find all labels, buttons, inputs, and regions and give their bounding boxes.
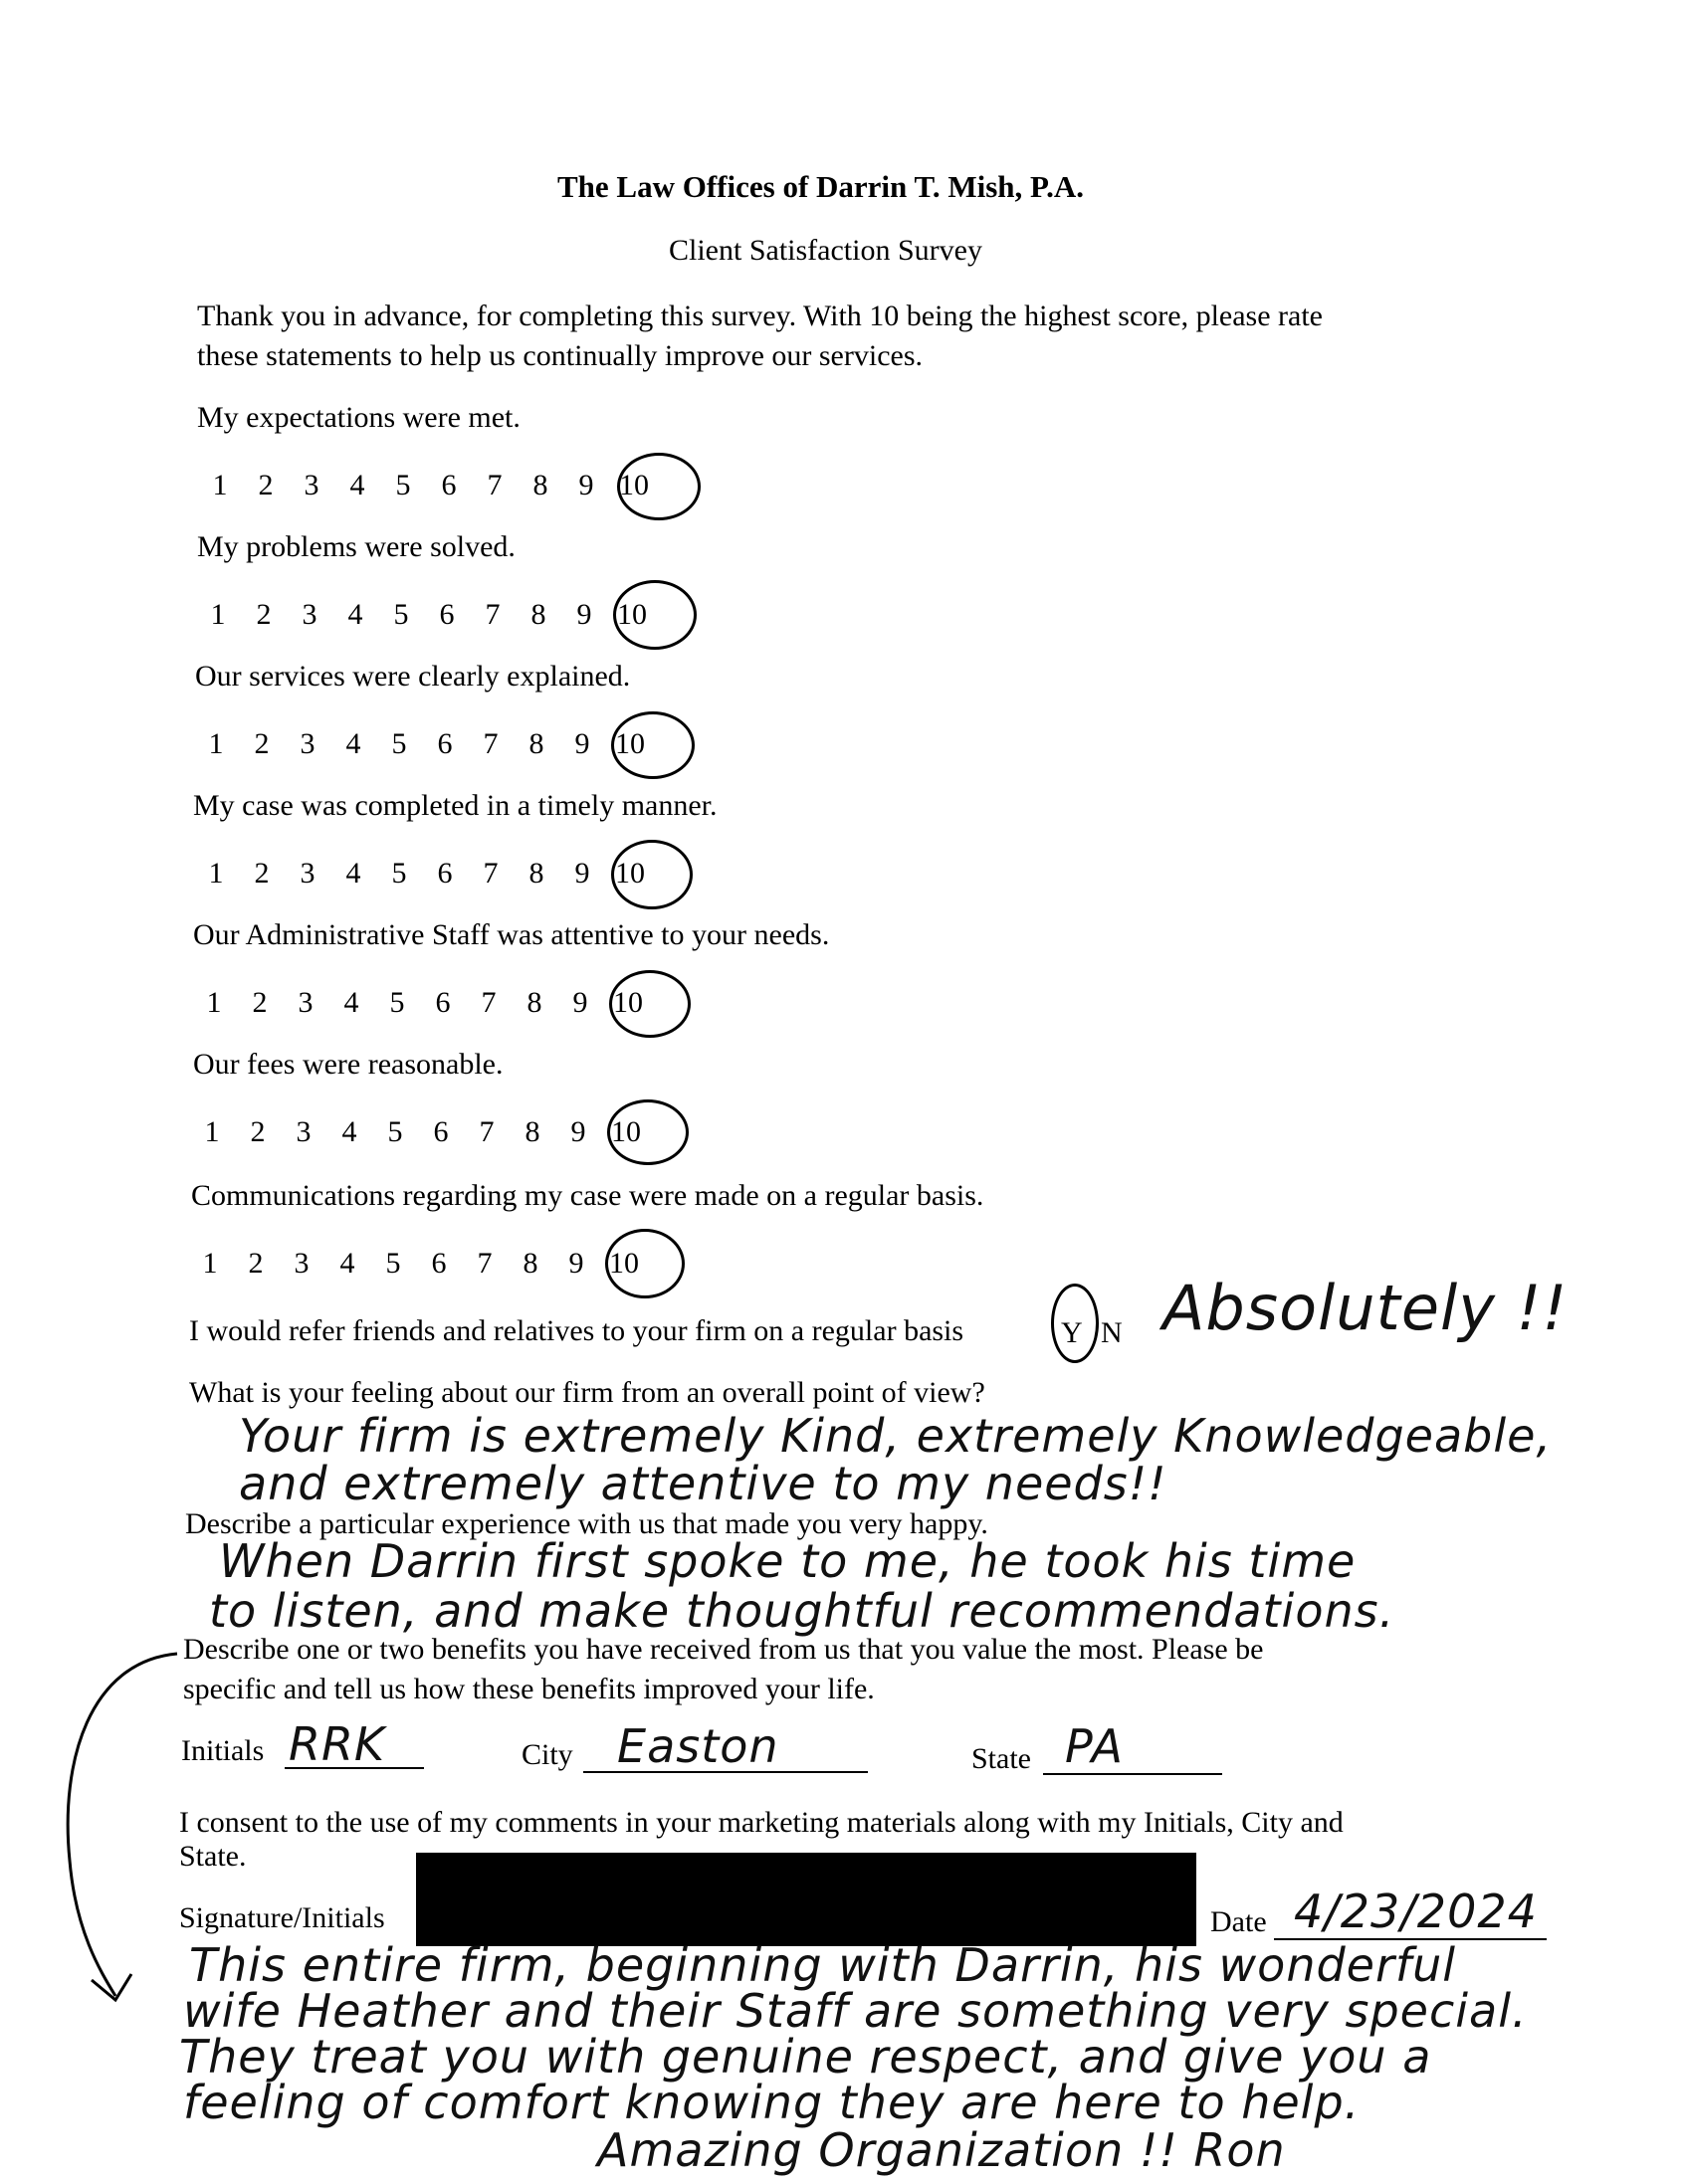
experience-answer-line-2: to listen, and make thoughtful recommendations. bbox=[209, 1584, 1395, 1638]
signature-label: Signature/Initials bbox=[179, 1901, 385, 1934]
refer-yes-option: Y bbox=[1061, 1316, 1083, 1349]
question-6-text: Our fees were reasonable. bbox=[193, 1048, 504, 1081]
refer-question-text: I would refer friends and relatives to your firm on a regular basis bbox=[189, 1314, 964, 1347]
arrow-annotation-icon bbox=[50, 1642, 199, 2040]
selection-circle bbox=[1051, 1284, 1099, 1363]
intro-line-1: Thank you in advance, for completing this survey. With 10 being the highest score, please rate bbox=[197, 299, 1323, 332]
comment-line-2: wife Heather and their Staff are something very special. bbox=[183, 1984, 1528, 2038]
date-value: 4/23/2024 bbox=[1294, 1885, 1538, 1938]
state-underline bbox=[1043, 1773, 1222, 1775]
consent-line-1: I consent to the use of my comments in your marketing materials along with my Initials, City and bbox=[179, 1806, 1344, 1839]
comment-line-3: They treat you with genuine respect, and give you a bbox=[179, 2030, 1432, 2084]
question-1-selected: 10 bbox=[619, 469, 649, 501]
experience-prompt: Describe a particular experience with us that made you very happy. bbox=[185, 1507, 988, 1540]
selection-circle bbox=[617, 453, 701, 520]
selection-circle bbox=[611, 711, 695, 779]
initials-label: Initials bbox=[181, 1734, 265, 1767]
selection-circle bbox=[607, 1099, 689, 1165]
benefits-prompt-line-2: specific and tell us how these benefits improved your life. bbox=[183, 1673, 875, 1705]
comment-line-5: Amazing Organization !! Ron bbox=[597, 2123, 1286, 2177]
question-4-text: My case was completed in a timely manner. bbox=[193, 789, 718, 822]
selection-circle bbox=[609, 970, 691, 1038]
overall-prompt: What is your feeling about our firm from an overall point of view? bbox=[189, 1376, 985, 1409]
survey-title: Client Satisfaction Survey bbox=[669, 234, 982, 267]
city-label: City bbox=[522, 1738, 573, 1771]
state-label: State bbox=[971, 1742, 1031, 1775]
consent-line-2: State. bbox=[179, 1840, 247, 1873]
date-label: Date bbox=[1210, 1905, 1267, 1938]
comment-line-4: feeling of comfort knowing they are here to help. bbox=[183, 2076, 1361, 2129]
selection-circle bbox=[613, 580, 697, 650]
refer-handwritten-answer: Absolutely !! bbox=[1162, 1272, 1569, 1344]
survey-page: The Law Offices of Darrin T. Mish, P.A. Client Satisfaction Survey Thank you in advance, for completing this survey. With 10 being the highest score, please rate these statements to help us continually improve our services. My expectations were met. 1 2 3 4 5 6 7 8 9 10 My problems were solved. 1 2 3 4 5 6 7 8 9 10 Our services were clearly explained. 1 2 3 4 5 6 7 8 9 10 My case was completed in a timely manner. 1 2 3 4 5 6 7 8 9 10 Our Administrative Staff was attentive to your needs. 1 2 3 4 5 6 7 8 9 10 Our fees were reasonable. 1 2 3 4 5 6 7 8 9 10 Communications regarding my case were made on a regular basis. 1 2 3 4 5 6 7 8 9 10 I would refer friends and relatives to your firm on a regular basis Y N Absolutely !! What is your feeling about our firm from an overall point of view? Your firm is extremely Kind, extremely Knowledgeable, and extremely attentive to my needs!! Describe a particular experience with us that made you very happy. When Darrin first spoke to me, he took his time to listen, and make thoughtful recommendations. Describe one or two benefits you have received from us that you value the most. Please be specific and tell us how these benefits improved your life. Initials RRK City Easton State PA I consent to the use of my comments in your marketing materials along with my Initials, City and State. Signature/Initials Date 4/23/2024 This entire firm, beginning with Darrin, his wonderful wife Heather and their Staff are something very special. They treat you with genuine respect, and give you a feeling of comfort knowing they are here to help. Amazing Organization !! Ron bbox=[0, 0, 1683, 2184]
redacted-signature-block bbox=[416, 1853, 1196, 1946]
intro-line-2: these statements to help us continually improve our services. bbox=[197, 339, 923, 372]
initials-value: RRK bbox=[289, 1717, 386, 1771]
city-value: Easton bbox=[617, 1719, 779, 1773]
question-5-text: Our Administrative Staff was attentive to your needs. bbox=[193, 918, 830, 951]
state-value: PA bbox=[1065, 1719, 1124, 1773]
overall-answer-line-2: and extremely attentive to my needs!! bbox=[239, 1457, 1167, 1510]
experience-answer-line-1: When Darrin first spoke to me, he took his time bbox=[219, 1534, 1357, 1588]
question-2-text: My problems were solved. bbox=[197, 530, 516, 563]
question-3-text: Our services were clearly explained. bbox=[195, 660, 631, 693]
question-7-text: Communications regarding my case were made on a regular basis. bbox=[191, 1179, 984, 1212]
firm-name: The Law Offices of Darrin T. Mish, P.A. bbox=[557, 169, 1084, 204]
selection-circle bbox=[605, 1229, 685, 1298]
benefits-prompt-line-1: Describe one or two benefits you have received from us that you value the most. Please be bbox=[183, 1633, 1264, 1666]
overall-answer-line-1: Your firm is extremely Kind, extremely Knowledgeable, bbox=[239, 1409, 1553, 1463]
selection-circle bbox=[611, 840, 693, 909]
comment-line-1: This entire firm, beginning with Darrin, his wonderful bbox=[189, 1938, 1457, 1992]
refer-no-option: N bbox=[1101, 1316, 1123, 1349]
question-1-text: My expectations were met. bbox=[197, 401, 521, 434]
